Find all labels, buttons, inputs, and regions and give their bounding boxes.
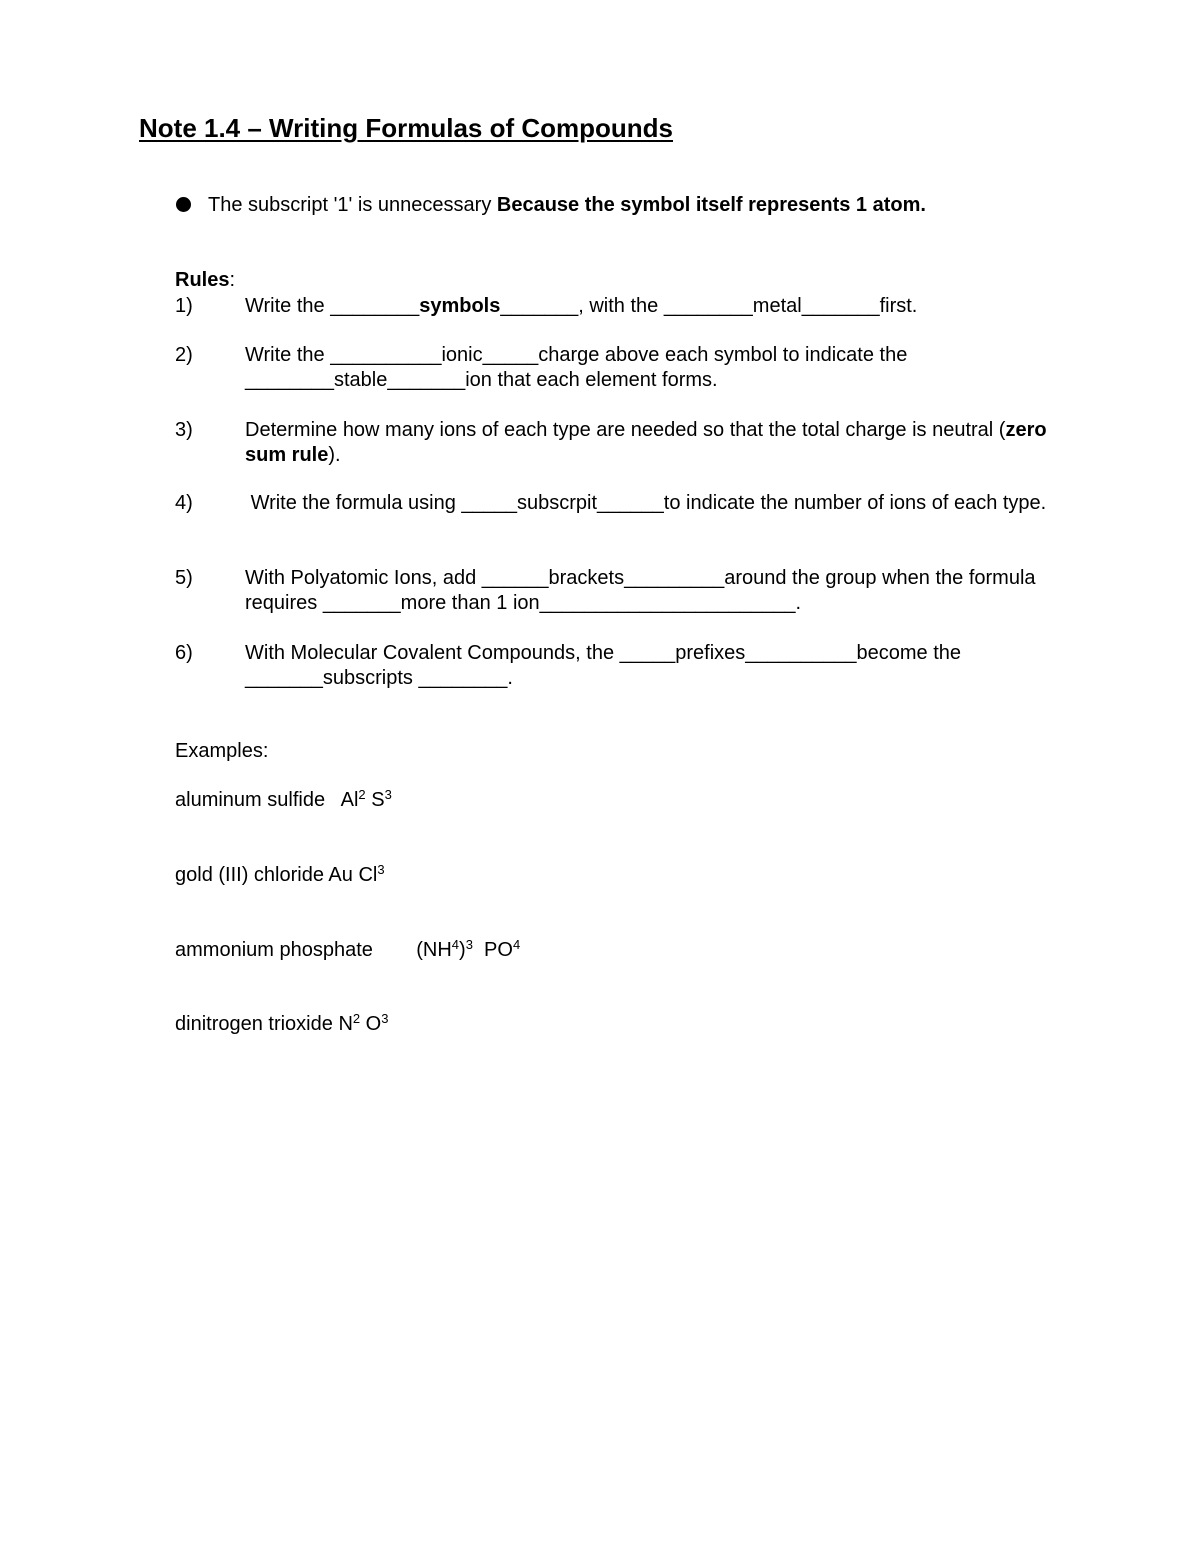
page-title: Note 1.4 – Writing Formulas of Compounds [139, 113, 673, 143]
formula-symbol: N [338, 1013, 353, 1035]
rules-heading-label: Rules [175, 269, 230, 291]
example-row [175, 789, 392, 812]
formula-index: 4 [451, 937, 460, 952]
rule-number: 2) [175, 344, 193, 366]
formula-index: 2 [358, 787, 366, 802]
rule-text [245, 294, 1075, 319]
rule-item-2 [175, 343, 1075, 393]
rule-text: With Polyatomic Ions, add ______brackets_________around the group when the formula requires _______more than 1 ion_______________________. [245, 567, 1036, 614]
example-name: dinitrogen trioxide [175, 1013, 339, 1035]
rule-text: With Molecular Covalent Compounds, the _____prefixes__________become the _______subscripts ________. [245, 642, 962, 689]
rule-text [245, 418, 1075, 468]
formula-index: 3 [465, 937, 473, 952]
formula-index: 3 [377, 862, 385, 877]
example-row [175, 939, 520, 962]
rule-item-3 [175, 418, 1075, 468]
formula-symbol: Al [340, 789, 359, 811]
rules-heading [175, 269, 235, 292]
bullet-text: The subscript '1' is unnecessary [208, 194, 497, 216]
rules-heading-colon: : [229, 269, 236, 291]
rule-text-part: _______, with the ________metal_______first. [500, 295, 918, 317]
example-row [175, 864, 385, 887]
rule-text-part: Determine how many ions of each type are needed so that the total charge is neutral ( [245, 419, 1006, 441]
rule-number: 4) [175, 492, 193, 514]
rule-item-1 [175, 294, 1075, 319]
rule-item-5 [175, 566, 1075, 616]
formula-index: 3 [381, 1011, 389, 1026]
formula-symbol: ) [459, 939, 466, 961]
rule-bold-part: zero sum rule [245, 419, 1047, 466]
example-formula [328, 864, 384, 886]
rule-text-part: ). [328, 444, 341, 466]
example-formula [341, 789, 392, 811]
example-name: aluminum sulfide [175, 789, 331, 811]
formula-index: 3 [384, 787, 392, 802]
formula-index: 4 [512, 937, 521, 952]
rule-item-4 [175, 491, 1075, 516]
example-name: gold (III) chloride [175, 864, 329, 886]
rule-item-6 [175, 641, 1075, 691]
formula-index: 2 [352, 1011, 361, 1026]
rule-text: Write the formula using _____subscrpit______to indicate the number of ions of each type. [245, 492, 1047, 514]
formula-symbol: O [360, 1013, 382, 1035]
examples-heading: Examples: [175, 740, 269, 762]
example-row [175, 1013, 388, 1036]
example-formula [338, 1013, 388, 1035]
rule-bold-part: symbols [419, 295, 501, 317]
bullet-bold-text: Because the symbol itself represents 1 atom. [496, 194, 926, 216]
rule-number: 3) [175, 419, 193, 441]
formula-symbol: PO [472, 939, 513, 961]
rule-text: Write the __________ionic_____charge above each symbol to indicate the ________stable_______ion that each element forms. [245, 344, 908, 391]
rule-number: 6) [175, 642, 193, 664]
bullet-note [176, 194, 926, 217]
rule-number: 1) [175, 295, 193, 317]
bullet-icon [176, 197, 191, 212]
formula-symbol: (NH [416, 939, 452, 961]
rule-number: 5) [175, 567, 193, 589]
rule-text-part: Write the ________ [245, 295, 420, 317]
formula-symbol: Au Cl [328, 864, 378, 886]
example-formula [416, 939, 520, 961]
example-name: ammonium phosphate [175, 939, 407, 961]
formula-symbol: S [365, 789, 385, 811]
